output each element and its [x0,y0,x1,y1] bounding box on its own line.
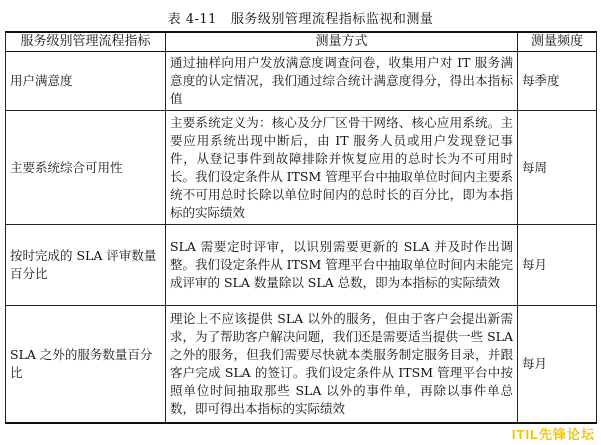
table-row [6,111,597,225]
method-cell: 主要系统定义为：核心及分厂区骨干网络、核心应用系统。主要应用系统出现中断后，由 IT 服务人员或用户发现登记事件，从登记事件到故障排除并恢复应用的总时长为不可用时长。我们设定条件从 ITSM 管理平台中抽取单位时间内主要系统不可用总时长除以单位时间内的总时长的百分比，即为本指标的实际绩效 [166,111,518,225]
header-row [6,32,597,52]
frequency-cell: 每周 [518,111,597,225]
method-cell: SLA 需要定时评审，以识别需要更新的 SLA 并及时作出调整。我们设定条件从 ITSM 管理平台中抽取单位时间内未能完成评审的 SLA 数量除以 SLA 总数，即为本指标的实际绩效 [166,225,518,306]
frequency-cell: 每月 [518,225,597,306]
table-row [6,225,597,306]
header-method: 测量方式 [166,32,518,52]
table-title: 服务级别管理流程指标监视和测量 [230,12,434,27]
header-indicator: 服务级别管理流程指标 [6,32,166,52]
indicator-cell: SLA 之外的服务数量百分比 [6,306,166,424]
frequency-cell: 每季度 [518,52,597,111]
indicator-cell: 按时完成的 SLA 评审数量百分比 [6,225,166,306]
table-number: 表 4-11 [167,12,217,27]
indicator-cell: 主要系统综合可用性 [6,111,166,225]
watermark-logo: ITIL先锋论坛 [511,427,595,442]
frequency-cell: 每月 [518,306,597,424]
table-caption [0,8,601,27]
metrics-table [5,31,597,424]
method-cell: 理论上不应该提供 SLA 以外的服务，但由于客户会提出新需求，为了帮助客户解决问题，我们还是需要适当提供一些 SLA 之外的服务，但我们需要尽快就本类服务制定服务目录，并跟客户完成 SLA 的签订。我们设定条件从 ITSM 管理平台中按照单位时间抽取那些 SLA 以外的事件单，再除以事件单总数，即可得出本指标的实际绩效 [166,306,518,424]
table-row [6,306,597,424]
method-cell: 通过抽样向用户发放满意度调查问卷，收集用户对 IT 服务满意度的认定情况，我们通过综合统计满意度得分，得出本指标值 [166,52,518,111]
header-frequency: 测量频度 [518,32,597,52]
indicator-cell: 用户满意度 [6,52,166,111]
table-row [6,52,597,111]
